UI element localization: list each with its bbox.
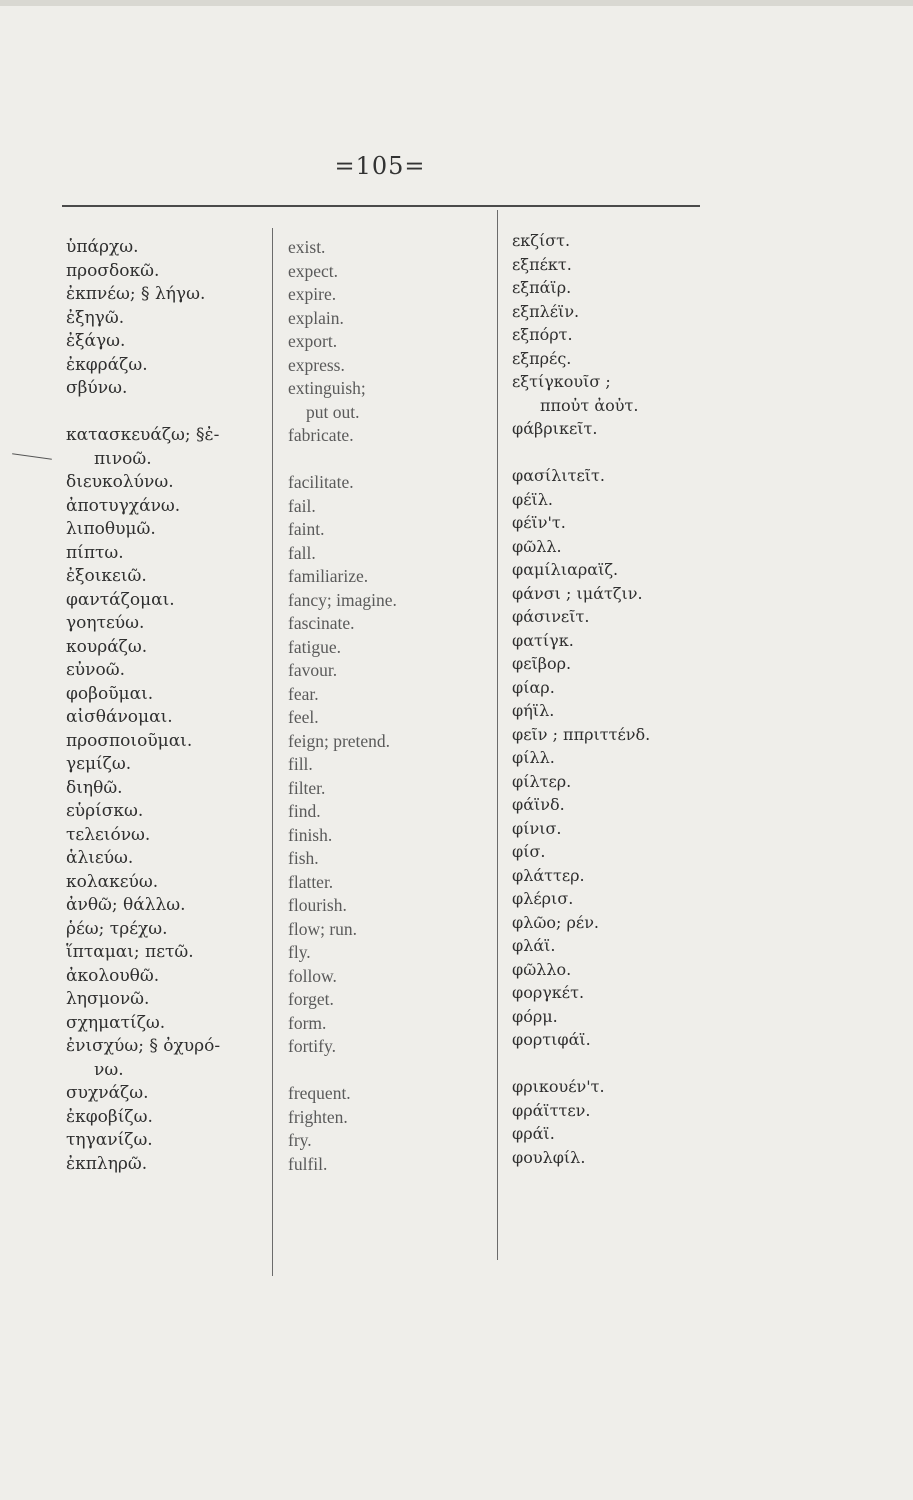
entry-line: follow. xyxy=(288,965,337,986)
entry-line: express. xyxy=(288,354,345,375)
entry-line: φάνσι ; ιμάτζιν. xyxy=(512,583,643,603)
entry-line: φατίγκ. xyxy=(512,630,574,650)
entry-line: extinguish; xyxy=(288,378,366,398)
entry-line: fail. xyxy=(288,495,316,516)
entry-line: export. xyxy=(288,331,338,351)
entry-line: φλῶο; ρέν. xyxy=(512,912,600,932)
entry-line: exist. xyxy=(288,237,326,257)
entry-line: εξτίγκουῖσ ; xyxy=(512,372,611,391)
entry-line: φεῖν ; ππριττένδ. xyxy=(512,724,651,744)
entry-line: faint. xyxy=(288,519,325,539)
entry-line: φλάϊ. xyxy=(512,936,556,955)
entry-line: τηγανίζω. xyxy=(66,1130,153,1150)
entry-line: εὑρίσκω. xyxy=(66,801,144,821)
entry-line: εξπέκτ. xyxy=(512,254,572,274)
entry-line: fulfil. xyxy=(288,1153,328,1174)
entry-line: fortify. xyxy=(288,1036,336,1056)
entry-line: κολακεύω. xyxy=(66,871,159,892)
greek-column xyxy=(66,236,220,1176)
entry-line: frequent. xyxy=(288,1083,351,1103)
blank-line xyxy=(288,1059,397,1083)
entry-line: ἁλιεύω. xyxy=(66,848,134,868)
entry-line: φάβρικεῖτ. xyxy=(512,419,598,438)
entry-line: φεῖβορ. xyxy=(512,654,572,673)
entry-line: φάσινεῖτ. xyxy=(512,607,590,626)
entry-line: fry. xyxy=(288,1130,312,1150)
entry-line: κατασκευάζω; §ἐ- xyxy=(66,425,220,445)
entry-line: familiarize. xyxy=(288,566,369,586)
entry-line: φορτιφάϊ. xyxy=(512,1030,591,1049)
entry-line: νω. xyxy=(94,1059,124,1080)
entry-line: συχνάζω. xyxy=(66,1083,149,1103)
entry-line: φίλλ. xyxy=(512,748,555,767)
transliteration-column xyxy=(512,229,650,1169)
entry-line: fatigue. xyxy=(288,636,341,657)
english-column xyxy=(288,236,397,1176)
entry-line: σχηματίζω. xyxy=(66,1012,166,1033)
entry-line: fear. xyxy=(288,683,319,704)
entry-line: φῶλλ. xyxy=(512,536,562,556)
entry-line: γεμίζω. xyxy=(66,754,132,774)
entry-line: φαντάζομαι. xyxy=(66,589,175,610)
entry-line: τελειόνω. xyxy=(66,824,151,845)
entry-line: αἰσθάνομαι. xyxy=(66,707,173,727)
entry-line: φάϊνδ. xyxy=(512,795,565,814)
entry-line: flow; run. xyxy=(288,918,358,939)
page-header: =105= xyxy=(334,152,426,180)
entry-line: ἵπταμαι; πετῶ. xyxy=(66,942,194,962)
entry-line: λιποθυμῶ. xyxy=(66,519,156,539)
entry-line: πποὐτ ἀοὐτ. xyxy=(540,395,639,415)
entry-line: φέϊν'τ. xyxy=(512,513,566,532)
entry-line: feign; pretend. xyxy=(288,730,391,751)
entry-line: προσποιοῦμαι. xyxy=(66,730,193,751)
entry-line: φουλφίλ. xyxy=(512,1147,586,1167)
blank-line xyxy=(66,401,220,425)
entry-line: φρικουέν'τ. xyxy=(512,1077,605,1096)
entry-line: φλέρισ. xyxy=(512,889,574,908)
entry-line: ἐξάγω. xyxy=(66,331,126,351)
entry-line: expect. xyxy=(288,260,339,281)
entry-line: ἐκφοβίζω. xyxy=(66,1106,153,1127)
entry-line: φίαρ. xyxy=(512,677,555,697)
entry-line: λησμονῶ. xyxy=(66,989,150,1009)
entry-line: flourish. xyxy=(288,895,347,915)
blank-line xyxy=(512,441,650,465)
entry-line: ἐκφράζω. xyxy=(66,354,148,375)
entry-line: put out. xyxy=(306,401,360,422)
entry-line: ἐκπνέω; § λήγω. xyxy=(66,284,206,304)
entry-line: φασίλιτεῖτ. xyxy=(512,466,605,485)
entry-line: φόρμ. xyxy=(512,1006,558,1026)
entry-line: form. xyxy=(288,1012,327,1033)
entry-line: ἐνισχύω; § ὀχυρό- xyxy=(66,1036,221,1056)
entry-line: filter. xyxy=(288,777,326,798)
margin-mark xyxy=(12,453,52,460)
entry-line: διευκολύνω. xyxy=(66,472,174,492)
entry-line: πίπτω. xyxy=(66,542,124,563)
entry-line: expire. xyxy=(288,284,337,304)
entry-line: εξπλέϊν. xyxy=(512,301,580,321)
entry-line: ἐξοικειῶ. xyxy=(66,566,147,586)
entry-line: φοβοῦμαι. xyxy=(66,683,154,704)
entry-line: φράϊττεν. xyxy=(512,1100,591,1120)
entry-line: facilitate. xyxy=(288,472,354,492)
entry-line: fabricate. xyxy=(288,425,354,445)
entry-line: fascinate. xyxy=(288,613,355,633)
entry-line: ἐξηγῶ. xyxy=(66,307,125,328)
entry-line: φέϊλ. xyxy=(512,489,553,509)
column-divider-left xyxy=(272,228,273,1276)
entry-line: φαμίλιαραϊζ. xyxy=(512,560,619,579)
entry-line: frighten. xyxy=(288,1106,348,1127)
column-divider-right xyxy=(497,210,498,1260)
entry-line: favour. xyxy=(288,660,338,680)
entry-line: fly. xyxy=(288,942,311,962)
entry-line: διηθῶ. xyxy=(66,777,123,798)
entry-line: σβύνω. xyxy=(66,378,128,398)
entry-line: προσδοκῶ. xyxy=(66,260,160,281)
entry-line: fancy; imagine. xyxy=(288,589,397,610)
entry-line: ὑπάρχω. xyxy=(66,237,139,257)
entry-line: φῶλλο. xyxy=(512,959,572,979)
entry-line: φίλτερ. xyxy=(512,771,572,791)
entry-line: finish. xyxy=(288,824,333,845)
entry-line: ῥέω; τρέχω. xyxy=(66,918,168,939)
entry-line: γοητεύω. xyxy=(66,613,145,633)
page-edge xyxy=(0,0,913,6)
entry-line: φλάττερ. xyxy=(512,865,585,885)
entry-line: feel. xyxy=(288,707,319,727)
entry-line: φήϊλ. xyxy=(512,701,555,720)
entry-line: find. xyxy=(288,801,321,821)
entry-line: fall. xyxy=(288,542,316,563)
entry-line: ἐκπληρῶ. xyxy=(66,1153,148,1174)
entry-line: flatter. xyxy=(288,871,334,892)
header-rule xyxy=(62,205,700,207)
blank-line xyxy=(512,1052,650,1076)
entry-line: explain. xyxy=(288,307,344,328)
entry-line: φίνισ. xyxy=(512,818,562,838)
entry-line: εὐνοῶ. xyxy=(66,660,125,680)
entry-line: εξπρές. xyxy=(512,348,572,368)
entry-line: φίσ. xyxy=(512,842,546,861)
entry-line: εξπόρτ. xyxy=(512,325,573,344)
blank-line xyxy=(288,448,397,472)
entry-line: εκζίστ. xyxy=(512,231,571,250)
entry-line: fish. xyxy=(288,848,319,868)
entry-line: εξπάϊρ. xyxy=(512,278,572,297)
entry-line: ἀνθῶ; θάλλω. xyxy=(66,895,186,915)
entry-line: κουράζω. xyxy=(66,636,148,657)
entry-line: fill. xyxy=(288,754,313,774)
entry-line: ἀποτυγχάνω. xyxy=(66,495,181,516)
entry-line: φοργκέτ. xyxy=(512,983,585,1002)
entry-line: φράϊ. xyxy=(512,1124,555,1143)
entry-line: πινοῶ. xyxy=(94,448,152,469)
entry-line: forget. xyxy=(288,989,334,1009)
entry-line: ἀκολουθῶ. xyxy=(66,965,160,986)
